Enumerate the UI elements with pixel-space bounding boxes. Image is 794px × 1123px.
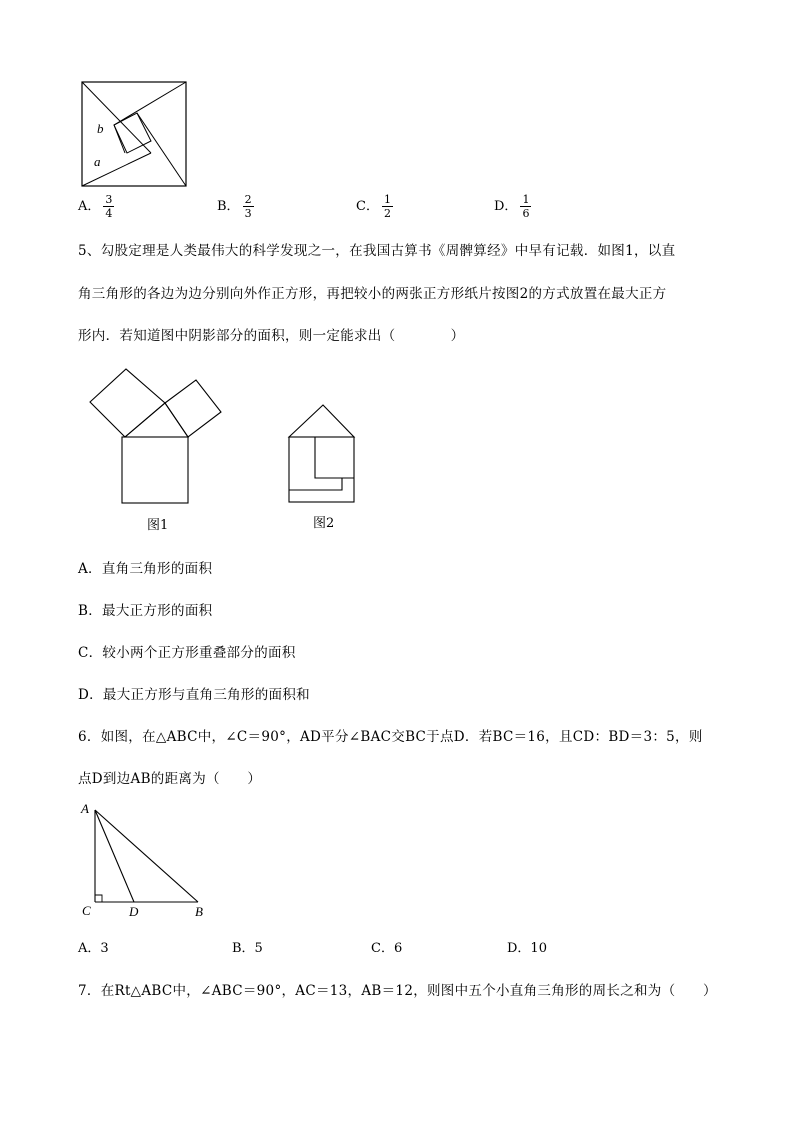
q6-option-a: A．3	[78, 941, 109, 956]
q5-text-line-2: 角三角形的各边为边分别向外作正方形，再把较小的两张正方形纸片按图2的方式放置在最大正方	[78, 286, 667, 302]
q5-text-line-1: 5、勾股定理是人类最伟大的科学发现之一，在我国古算书《周髀算经》中早有记载．如图1，以直	[78, 243, 676, 259]
q4-option-b: B． $\frac{2}{3}$	[217, 193, 252, 220]
q4-pinwheel-figure	[80, 80, 190, 190]
q4-option-d: D． $\frac{1}{6}$	[494, 193, 530, 220]
q5-figure-2	[286, 403, 358, 507]
q5-option-a: A．直角三角形的面积	[78, 561, 213, 577]
q5-option-d: D．最大正方形与直角三角形的面积和	[78, 687, 310, 703]
q5-option-c: C．较小两个正方形重叠部分的面积	[78, 645, 296, 661]
q5-text-line-3: 形内．若知道图中阴影部分的面积，则一定能求出（ ）	[78, 328, 465, 344]
q4-label-a: a	[94, 154, 101, 169]
q4-option-d-fraction: $\frac{1}{6}$	[522, 193, 530, 220]
q6-option-d: D．10	[507, 941, 547, 956]
q7-text-line-1: 7．在Rt△ABC中，∠ABC＝90°，AC＝13，AB＝12，则图中五个小直角三角形的周长之和为（ ）	[78, 983, 717, 999]
q5-option-b: B．最大正方形的面积	[78, 603, 213, 619]
q6-option-c: C．6	[371, 941, 403, 956]
q6-label-c: C	[82, 903, 91, 918]
q5-figure-1	[88, 367, 228, 507]
q5-figure-2-caption: 图2	[313, 516, 335, 531]
q4-option-b-fraction: $\frac{2}{3}$	[244, 193, 252, 220]
q5-figure-1-caption: 图1	[147, 518, 169, 533]
q6-label-d: D	[129, 904, 139, 919]
q6-triangle-figure	[78, 798, 218, 922]
q6-label-b: B	[195, 904, 203, 919]
q4-option-a: A． $\frac{3}{4}$	[78, 193, 113, 220]
q4-option-c-fraction: $\frac{1}{2}$	[383, 193, 391, 220]
q6-label-a: A	[81, 801, 89, 816]
q4-label-b: b	[97, 121, 104, 136]
q6-text-line-1: 6．如图，在△ABC中，∠C＝90°，AD平分∠BAC交BC于点D．若BC＝16，且CD：BD＝3：5，则	[78, 729, 703, 745]
q4-option-c: C． $\frac{1}{2}$	[356, 193, 391, 220]
q6-option-b: B．5	[232, 941, 263, 956]
q4-option-a-fraction: $\frac{3}{4}$	[105, 193, 113, 220]
q6-text-line-2: 点D到边AB的距离为（ ）	[78, 771, 262, 787]
